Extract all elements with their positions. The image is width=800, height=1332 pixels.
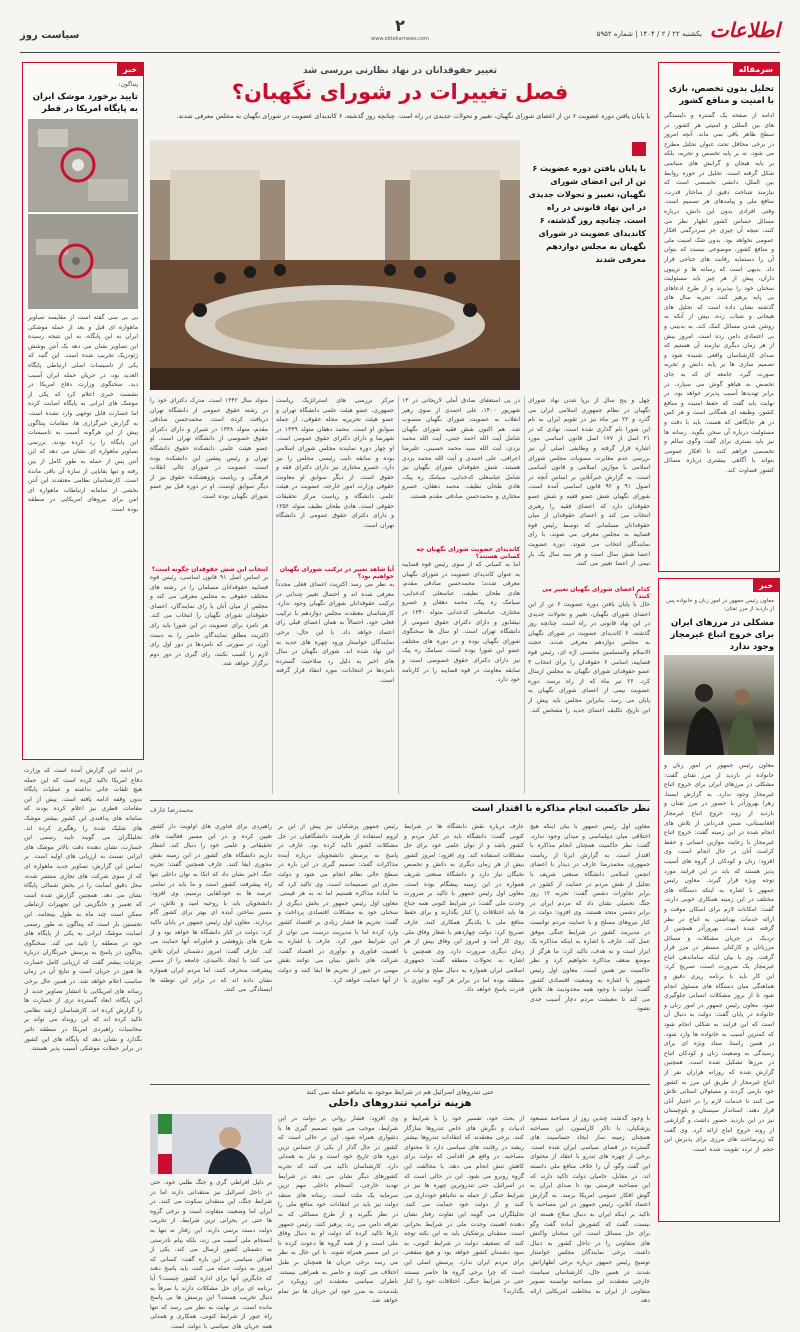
website: www.ebtekarnews.com: [371, 36, 429, 42]
main-col-3: [276, 396, 394, 794]
main-col2-subhead: کاندیدای عضویت شورای نگهبان چه کسانی هستند؟: [416, 546, 520, 560]
news-left-box: [22, 62, 144, 760]
news-right-label: خبر: [753, 579, 779, 592]
main-col4-text: متولد سال ۱۳۴۲ است. مدرک دکترای خود را در رشته حقوق عمومی از دانشگاه تهران دریافت کرده است. محمدحسن صادقی مقدم، متولد ۱۳۳۸ در شیراز و دارای دکترای حقوق خصوصی از دانشگاه تهران است. او عضو هیئت علمی دانشکده حقوق دانشگاه تهران و رئیس پیشین این دانشکده بوده است. عضویت در شورای عالی انقلاب فرهنگی و ریاست پژوهشکده حقوق نیز از دیگر سوابق اوست. او در دوره قبل نیز عضو شورای نگهبان بوده است.: [150, 397, 269, 500]
newspaper-logo: اطلاعات: [709, 18, 780, 42]
article2-col2: عارف درباره نقش دانشگاه ها در شرایط کنونی گفت: دانشگاه باید در کنار مردم و کشور باشد و از توان علمی خود برای حل مشکلات استفاده کند. وی افزود: امروز کشور بیش از هر زمان دیگری به دانش و تخصص نخبگان نیاز دارد و دانشگاه صنعتی شریف همواره در این زمینه پیشگام بوده است. معاون اول رئیس جمهور با تاکید بر ضرورت وحدت ملی گفت: در شرایط کنونی همه جناح ها باید اختلافات را کنار بگذارند و برای حفظ منافع ملی با یکدیگر همکاری کنند. عارف تصریح کرد: دولت چهاردهم با شعار وفاق ملی روی کار آمد و امروز این وفاق بیش از هر زمان دیگری ضرورت دارد. وی همچنین با اشاره به تحولات منطقه گفت: جمهوری اسلامی ایران همواره به دنبال صلح و ثبات در منطقه بوده اما در برابر هر گونه تجاوزی با قدرت پاسخ خواهد داد.: [404, 823, 524, 994]
main-col3-text: مرکز بررسی های استراتژیک ریاست جمهوری، عضو هیئت علمی دانشگاه تهران و عضو هیئت تحریریه مجله حقوقی، از جمله سوابق او است. محمد دهقان متولد ۱۳۳۹ در شهرضا و دارای دکترای حقوق عمومی است. او چهار دوره نماینده مجلس شورای اسلامی بوده و سابقه نایب رئیسی مجلس را نیز دارد. خسرو مختاری نیز دارای دکترای فقه و حقوق است. از دیگر سوابق او معاونت حقوقی وزارت امور خارجه، عضویت در هیئت علمی دانشگاه و ریاست مرکز تحقیقات حقوقی است. هادی طحان نظیف متولد ۱۳۵۶ و دارای دکترای حقوق عمومی از دانشگاه تهران است.: [276, 397, 394, 529]
main-col3b-text: به نظر می رسد اکثریت اعضای فعلی مجدداً معرفی شده اند و احتمال تغییر چندانی در ترکیب حقوقدانان شورای نگهبان وجود ندارد. کارشناسان معتقدند مجلس دوازدهم با ترکیب فعلی خود، احتمالاً به همان اعضای قبلی رای اعتماد خواهد داد. با این حال، برخی نمایندگان خواستار ورود چهره های جدید به این نهاد شده اند. شورای نگهبان در سال های اخیر به دلیل رد صلاحیت گسترده نامزدها در انتخابات، مورد انتقاد قرار گرفته است.: [276, 581, 394, 684]
main-col1b-text: حال با پایان یافتن دوره عضویت ۶ تن از این اعضای شورای نگهبان، تغییر و تحولات جدیدی در این نهاد قانونی در راه است. چنانچه روز گذشته، ۶ کاندیدای عضویت در شورای نگهبان به مجلس دوازدهم معرفی شدند. حجت الاسلام والمسلمین محسنی اژه ای، رئیس قوه قضاییه، اسامی ۶ حقوقدان را برای انتخاب ۳ عضو حقوقدان شورای نگهبان به مجلس ارسال کرد. ۲۶ تیر ماه که از راه برسد، دوره عضویت نیمی از اعضای شورای نگهبان به پایان می رسد. بنابراین مجلس باید پیش از این تاریخ، تکلیف اعضای جدید را مشخص کند.: [528, 601, 651, 714]
meeting-room-photo-icon: [150, 140, 520, 390]
caption-marker-icon: [632, 142, 646, 156]
editorial-title: تحلیل بدون تخصص، بازی با امنیت و منافع کشور: [669, 84, 774, 106]
news-left-title: تایید برخورد موشک ایران به پایگاه امریکا در قطر: [32, 92, 138, 114]
news-left-text2: در ادامه این گزارش آمده است که وزارت دفاع امریکا تاکید کرده است که این حمله هیچ تلفات جانی نداشته و عملیات پایگاه بدون وقفه ادامه یافته است. پیش از این مقامات قطری نیز اعلام کرده بودند که سامانه های پدافندی این کشور بیشتر موشک های شلیک شده را رهگیری کرده اند. تحلیلگران می گویند تایید رسمی این خسارت، نشان دهنده دقت بالاتر موشک های ایرانی نسبت به ارزیابی های اولیه است. بر اساس این گزارش، تصاویر جدید ماهواره ای که از سوی شرکت های تجاری منتشر شده، محل دقیق اصابت را در بخش شمالی پایگاه نشان می دهد. همچنین گزارش شده است که تعمیر و جایگزینی این تجهیزات ارتباطی ممکن است چند ماه به طول بینجامد. این نخستین بار است که پنتاگون به طور رسمی اصابت موشک ایرانی به یکی از پایگاه های خود در منطقه را تایید می کند. سخنگوی پنتاگون در پاسخ به پرسش خبرنگاران درباره جزئیات بیشتر گفت که ارزیابی کامل خسارت ها هنوز در جریان است و نتایج آن در زمان مناسب اعلام خواهد شد. در همین حال برخی رسانه های امریکایی با انتشار تصاویر جدید از این پایگاه، ابعاد گسترده تری از خسارت ها را گزارش کرده اند. کارشناسان ارشد نظامی تاکید کرده اند که این رویداد می تواند بر محاسبات راهبردی امریکا در منطقه تاثیر بگذارد و نشان دهد که پایگاه های این کشور در برابر حملات موشکی آسیب پذیر هستند.: [24, 767, 142, 1053]
main-col-2: [402, 396, 520, 794]
date-issue: یکشنبه ۲۲ / ۲ / ۱۴۰۴ | شماره ۵۹۵۲: [596, 30, 702, 38]
editorial-text: ادامه از صفحه یک گستره و دلبستگی های بین المللی و امنیتی هر کشور، در سطح ظاهر باقی نمی ماند. آنچه امروز در برخی محافل تحت عنوان تحلیل مطرح می شود، نه بر پایه تخصص و تجربه، بلکه بر پایه هیجان و گرایش های سیاسی شکل گرفته است. تحلیل در حوزه روابط بین الملل، دانشی تخصصی است که نیازمند شناخت دقیق از ساختار قدرت، منافع ملی و پیامدهای هر تصمیم است. وقتی افرادی بدون این دانش، درباره مسائل حساس کشور اظهار نظر می کنند، نتیجه آن چیزی جز سردرگمی افکار عمومی نخواهد بود. بدون شک امنیت ملی و منافع کشور، موضوعی نیست که بتوان آن را دستمایه رقابت های جناحی قرار داد. بدیهی است که رسانه ها و تریبون داران، پیش از هر چیز باید مسئولیت سخنان خود را بپذیرند و از طرح ادعاهای بی پایه پرهیز کنند. تجربه سال های گذشته نشان داده است که تحلیل های هیجانی و شتاب زده، بیش از آنکه به روشن شدن مسائل کمک کند، به بدبینی و بی اعتمادی دامن زده است. امروز بیش از هر زمان دیگری نیازمند آن هستیم که صدای کارشناسان واقعی شنیده شود و تصمیم سازی ها بر پایه دانش و تجربه صورت گیرد. جامعه ای که به جای تخصص به هیاهو گوش می سپارد، در برابر تهدیدها آسیب پذیرتر خواهد بود. در نهایت باید گفت که حفظ امنیت و منافع کشور، وظیفه ای همگانی است و هر کس در هر جایگاهی که هست، باید با دقت و مسئولیت درباره آن سخن بگوید. رسانه ها نیز باید بستری برای گفت وگوی سالم و تخصصی فراهم کنند تا افکار عمومی بتواند با آگاهی بیشتری درباره مسائل کشور قضاوت کند.: [664, 112, 774, 474]
article2-author: محمدرضا عارف: [150, 806, 194, 814]
main-title: فصل تغییرات در شورای نگهبان؟: [231, 80, 569, 104]
article3-title: هزینه ترامپ تندروهای داخلی: [328, 1098, 472, 1109]
news-right-kicker: معاون رئیس جمهور در امور زنان و خانواده پس از بازدید از مرز تفتان:: [666, 598, 774, 612]
article2-col3: رئیس جمهور پزشکیان نیز پیش از این بر لزوم استفاده از ظرفیت دانشگاهیان در حل مشکلات کشور تاکید کرده بود. عارف در پاسخ به پرسش دانشجویان درباره آینده مذاکرات گفت: تصمیم گیری در این باره در سطح عالی نظام انجام می شود و دولت مجری این تصمیمات است. وی تاکید کرد که ما آماده مذاکره هستیم اما نه به هر قیمتی. معاون اول رئیس جمهور در بخش دیگری از سخنان خود به مشکلات اقتصادی پرداخت و گفت: تحریم ها فشار زیادی بر اقتصاد کشور وارد کرده اما با مدیریت درست می توان از این شرایط عبور کرد. عارف با اشاره به اهمیت فناوری و نوآوری در اقتصاد گفت: شرکت های دانش بنیان می توانند نقش مهمی در عبور از تحریم ها ایفا کنند و دولت از آنها حمایت خواهد کرد.: [278, 823, 398, 984]
main-col4b-text: بر اساس اصل ۹۱ قانون اساسی، رئیس قوه قضاییه حقوقدانان مسلمان را در رشته های مختلف حقوقی به مجلس معرفی می کند و مجلس از میان آنان با رای نمایندگان، اعضای حقوقدان شورای نگهبان را انتخاب می کند. هر نامزد برای عضویت در این شورا باید رای اکثریت مطلق نمایندگان حاضر را به دست آورد. در صورتی که نامزدها در دور اول رای لازم را کسب نکنند، رای گیری در دور دوم برگزار خواهد شد.: [150, 574, 268, 668]
article2-col4: راهبردی برای فناوری های اولویت دار کشور تعیین کرده و در این مسیر فعالیت های تحقیقاتی و علمی خود را دنبال کند. انتظار داریم دانشگاه های کشور در این زمینه نقش محوری ایفا کنند. عارف همچنین گفت: تجربه جنگ اخیر نشان داد که اتکا به توان داخلی تنها راه پیشرفت کشور است و ما باید در تمامی عرصه ها به خودکفایی برسیم. وی افزود: دانشجویان باید با روحیه امید و تلاش، در مسیر ساختن آینده ای بهتر برای کشور گام بردارند. معاون اول رئیس جمهور در پایان تاکید کرد: دولت در کنار دانشگاه ها خواهد بود و از طرح های پژوهشی و فناورانه آنها حمایت می کند. عارف گفت: امروز دشمنان ایران تلاش می کنند با ایجاد ناامیدی، جامعه را از مسیر پیشرفت منحرف کنند، اما مردم ایران همواره نشان داده اند که در برابر این توطئه ها ایستادگی می کنند.: [150, 823, 272, 994]
article2-title: نظر حاکمیت انجام مذاکره با اقتدار است: [471, 804, 650, 814]
main-photo-caption: با پایان یافتن دوره عضویت ۶ تن از این اعضای شورای نگهبان، تغییر و تحولات جدیدی در این نهاد قانونی در راه است. چنانچه روز گذشته، ۶ کاندیدای عضویت در شورای نگهبان به مجلس دوازدهم معرفی شدند: [528, 164, 646, 264]
editorial-box: [658, 62, 780, 572]
masthead: [20, 16, 780, 50]
news-right-box: [658, 578, 780, 1222]
section-title: سیاست روز: [20, 30, 80, 41]
article2-col1: معاون اول رئیس جمهور با بیان اینکه هیچ اختلافی میان دیپلماسی و میدان وجود ندارد، گفت: نظر حاکمیت همچنان انجام مذاکره با اقتدار است. به گزارش ایرنا از ریاست جمهوری، محمدرضا عارف در دیدار با اعضای انجمن اسلامی دانشگاه صنعتی شریف با تجلیل از نقش مردم در حمایت از کشور در برابر تجاوزات دشمن گفت: تجربه ۱۲ روز جنگ تحمیلی نشان داد که مردم ایران در برابر دشمن متحد هستند. وی افزود: دولت در کنار نیروهای مسلح و با حمایت مردم توانست در مدیریت کشور در شرایط جنگی موفق عمل کند. عارف با اشاره به اینکه مذاکره یک ابزار است و نه هدف، تاکید کرد: ما هرگز از موضع ضعف مذاکره نخواهیم کرد و نظر حاکمیت نیز همین است. معاون اول رئیس جمهور با اشاره به وضعیت اقتصادی کشور گفت: دولت با وجود همه محدودیت ها، تلاش می کند تا معیشت مردم دچار آسیب جدی نشود.: [530, 823, 650, 1013]
main-col1-text: چهل و پنج سال از برپا شدن نهاد شورای نگهبان در نظام جمهوری اسلامی ایران می گذرد و ۲۲ تیر ماه نیز در تقویم ایران به نام این شورا نام گذاری شده است. نهادی که در ۲۱ اصل از ۱۷۷ اصل قانون اساسی مورد اشاره قرار گرفته و وظایفی اصلی آن نیز بررسی عدم مغایرت مصوبات مجلس شورای اسلامی با موازین اسلامی و قانون اساسی است. به گزارش خبرآنلاین بر اساس آنچه در اصول ۹۱ و ۹۲ قانون اساسی آمده است، شورای نگهبان شش عضو فقیه و شش عضو حقوقدان دارد که اعضای فقیه را رهبری انتخاب می کند و اعضای حقوقدان از میان حقوقدانان مسلمانی که توسط رئیس قوه قضاییه به مجلس معرفی می شوند، با رای نمایندگان انتخاب می شوند. دوره عضویت اعضا شش سال است و هر سه سال یک بار نیمی از اعضا تغییر می کنند.: [528, 397, 651, 568]
main-kicker: تغییر حقوقدانان در نهاد نظارتی بررسی شد: [303, 66, 497, 76]
people-photo-icon: [664, 655, 774, 755]
article3-kicker: حتی تندروهای اسرائیل هم در شرایط موجود به نتانیاهو حمله نمی کنند: [306, 1088, 494, 1096]
article2-header: [150, 804, 650, 818]
main-col1-subhead: کدام اعضای شورای نگهبان تغییر می کنند؟: [542, 586, 650, 600]
main-col-1: [528, 396, 650, 794]
article3-photo: [150, 1114, 272, 1174]
main-col3-subhead: آیا شاهد تغییر در ترکیب شورای نگهبان خواهیم بود؟: [279, 566, 394, 580]
main-photo-caption-box: [524, 140, 650, 390]
main-lead: با پایان یافتن دوره عضویت ۶ تن از اعضای شورای نگهبان، تغییر و تحولات جدیدی در راه است. چنانچه روز گذشته، ۶ کاندیدای عضویت در شورای نگهبان به مجلس معرفی شدند.: [176, 112, 650, 120]
article3-col3: وی افزود: فشار روانی بر دولت در این شرایط، موجب می شود تصمیم گیری ها با دشواری همراه شود. این در حالی است که کشور در حال گذار از یکی از حساس ترین دوره های تاریخ خود است و نیاز به همدلی دارد. کارشناسان تاکید می کنند که تجربه کشورهای دیگر نشان می دهد در شرایط تهدید خارجی، انسجام داخلی مهم ترین سرمایه یک ملت است. رسانه های منتقد دولت نیز باید در انتقادات خود منافع ملی را در نظر بگیرند و از طرح مسائلی که به تفرقه دامن می زند، پرهیز کنند. رئیس جمهور بارها تاکید کرده که دولت او به دنبال وفاق ملی است و از همه گروه ها دعوت کرده تا در این مسیر همراه شوند. با این حال به نظر می رسد برخی جریان ها همچنان بر طبل اختلاف می کوبند و حاضر به همراهی نیستند. ناظران سیاسی معتقدند این رویکرد در بلندمدت به ضرر خود این جریان ها نیز تمام خواهد شد.: [278, 1115, 398, 1305]
main-col4-subhead: انتخاب این شش حقوقدان چگونه است؟: [151, 566, 268, 573]
page-number: ۲: [395, 16, 405, 35]
news-left-kicker: پنتاگون:: [118, 81, 138, 88]
main-col2b-text: اما به کسانی که از سوی رئیس قوه قضاییه به عنوان کاندیدای عضویت در شورای نگهبان معرفی شدند؛ محمدحسن صادقی مقدم، هادی طحان نظیف، عباسعلی کدخدایی، سیامک ره پیک، محمد دهقان و خسرو مختاری. عباسعلی کدخدایی متولد ۱۳۴۰ در نیشابور و دارای دکترای حقوق عمومی از دانشگاه تهران است. او سال ها سخنگوی شورای نگهبان بوده و در دوره های مختلف عضو این شورا بوده است. سیامک ره پیک نیز دارای دکترای حقوق خصوصی است و سابقه معاونت در قوه قضاییه را در کارنامه خود دارد.: [402, 561, 520, 684]
main-col2-text: در پی استعفای صادق آملی لاریجانی در ۱۳ شهریور ۱۴۰۰، علی احمدی از سوی رهبر انقلاب به عضویت شورای نگهبان منصوب شد. هم اکنون شش فقیه شورای نگهبان شامل آیت الله احمد جنتی، آیت الله محمد یزدی، آیت الله سید محمد حسینی، علیرضا اعرافی، علی احمدی و آیت الله محمد یزدی هستند. شش حقوقدان شورای نگهبان نیز شامل عباسعلی کدخدایی، سیامک ره پیک، هادی طحان نظیف، محمد دهقان، خسرو مختاری و محمدحسن صادقی مقدم هستند.: [402, 397, 520, 500]
news-right-text: معاون رئیس جمهور در امور زنان و خانواده در بازدید از مرز تفتان گفت: مشکلی در مرزهای ایران برای خروج اتباع غیرمجاز وجود ندارد. به گزارش ایسنا، زهرا بهروزآذر با حضور در مرز تفتان و بازدید از روند خروج اتباع غیرمجاز افغانستانی، ضمن قدردانی از تلاش های انجام شده در این زمینه گفت: خروج اتباع غیرمجاز با رعایت موازین انسانی و حفظ کرامت آنان در حال انجام است. وی افزود: زنان و کودکان از گروه های آسیب پذیر هستند که باید در این فرایند مورد توجه ویژه قرار گیرند. معاون رئیس جمهور با اشاره به اینکه دستگاه های مختلف در این زمینه همکاری خوبی دارند، گفت: امکانات لازم برای اسکان موقت و ارائه خدمات بهداشتی به اتباع در نظر گرفته شده است. بهروزآذر همچنین از نزدیک در جریان مشکلات و مسائل مرزبانان و کارکنان مستقر در مرز قرار گرفت. وی با بیان اینکه ساماندهی اتباع غیرمجاز یک ضرورت است، تصریح کرد: این کار باید با برنامه ریزی دقیق و هماهنگی میان دستگاه های مسئول انجام شود تا از بروز مشکلات انسانی جلوگیری شود. معاون رئیس جمهور در امور زنان و خانواده در پایان گفت: دولت به دنبال آن است که این فرایند به شکلی انجام شود که کمترین آسیب به خانواده ها وارد شود. در همین راستا، ستاد ویژه ای برای رسیدگی به وضعیت زنان و کودکان اتباع در مرزها تشکیل شده است. همچنین گزارش شده که روزانه هزاران نفر از اتباع غیرمجاز از طریق این مرز به کشور خود بازمی گردند و مسئولان استانی تلاش می کنند تا خدمات لازم را در اختیار آنان قرار دهند. استاندار سیستان و بلوچستان نیز در این بازدید حضور داشت و گزارشی از روند خروج اتباع ارائه کرد. وی گفت که زیرساخت های مرزی برای پذیرش این حجم از تردد تقویت شده است.: [664, 762, 774, 1153]
article3-col4: بر دلیل افراطی گری و جنگ طلبی خود، حتی در داخل اسرائیل نیز منتقدانی دارند اما در شرایط جنگ، این منتقدان سکوت می کنند. در ایران اما وضعیت متفاوت است و برخی گروه ها حتی در بحرانی ترین شرایط، از تخریب دولت دست برنمی دارند. این رفتار نه تنها به انسجام ملی آسیب می زند، بلکه پیام نادرستی به دشمنان کشور ارسال می کند. یکی از فعالان سیاسی در این باره گفت: کسانی که امروز به دولت حمله می کنند، باید پاسخ دهند که جایگزین آنها برای اداره کشور چیست؟ آیا برنامه ای برای حل مشکلات دارند یا صرفاً به دنبال تخریب هستند؟ این پرسش ها بی پاسخ مانده است. در نهایت به نظر می رسد که تنها راه عبور از شرایط کنونی، همکاری و همدلی همه جریان های سیاسی با دولت است.: [150, 1179, 272, 1330]
president-portrait-icon: [150, 1114, 272, 1174]
news-left-text1: بی بی سی گفته است از مقایسه تصاویر ماهواره ای قبل و بعد از حمله موشکی ایران به این پایگاه، به این نتیجه رسیده این تصاویر نشان می دهد یک آنتن پوشش ژئودزیک تخریب شده است. این گنبد که یکی از تاسیسات اصلی ارتباطی پایگاه العدید بود، در جریان حمله ایران آسیب دید. سخنگوی وزارت دفاع امریکا در نشست خبری اعلام کرد که یکی از موشک های ایرانی به پایگاه اصابت کرده اما خسارت قابل توجهی وارد نشده است. به گزارش خبرگزاری ها، مقامات پنتاگون پیش از این هرگونه آسیب به تاسیسات این پایگاه را رد کرده بودند. بررسی تصاویر ماهواره ای نشان می دهد که این آنتن پس از حمله به طور کامل از بین رفته و تنها بقایایی از سازه آن باقی مانده است. کارشناسان نظامی معتقدند این آنتن بخشی از سامانه ارتباطات ماهواره ای امن برای نیروهای امریکایی در منطقه بوده است.: [28, 314, 138, 513]
article3-col2: از بحث خود، تفسیر خود را با شرایط و ادبیات و نگرش های خاص تندروها سازگار کنند. برخی معتقدند که انتقادات تندروها بیشتر ریشه در رقابت های سیاسی دارد تا محتوای مصاحبه. در واقع هر اقدامی که دولت برای کاهش تنش انجام می دهد، با مخالفت این گروه روبرو می شود. این در حالی است که در اسرائیل، حتی تندروترین چهره ها نیز در شرایط جنگی از حمله به نتانیاهو خودداری می کنند و از دولت خود حمایت می کنند. تحلیلگران می گویند این تفاوت رفتار نشان دهنده اهمیت وحدت ملی در شرایط بحرانی است. منتقدان پزشکیان باید به این نکته توجه کنند که تضعیف دولت در شرایط کنونی، به سود دشمنان کشور خواهد بود و هیچ منفعتی برای مردم ایران ندارد. پرسش اصلی این است که چرا برخی گروه ها حاضر نیستند حتی در شرایط جنگی، اختلافات خود را کنار بگذارند؟: [404, 1115, 524, 1295]
main-col-4: [150, 396, 268, 794]
main-photo: [150, 140, 520, 390]
article3-col1: با وجود گذشت چندین روز از مصاحبه مسعود پزشکیان، با تاکر کارلسون، این مصاحبه همچنان زمینه ساز ایجاد حساسیت های گسترده در فضای سیاسی ایران شده است. برخی از چهره های تندرو با انتقاد از محتوای این گفت وگو، آن را خلاف منافع ملی دانسته اند. در مقابل، حامیان دولت تاکید دارند که این مصاحبه فرصتی بود تا صدای ایران به گوش افکار عمومی امریکا برسد. به گزارش اعتماد آنلاین، رئیس جمهور در این مصاحبه با تاکید بر اینکه ایران به دنبال سلاح هسته ای نیست، گفت که کشورش آماده گفت وگو برای حل مسائل است. این سخنان واکنش های متفاوتی را در داخل کشور به دنبال داشت. برخی نمایندگان مجلس خواستار توضیح رئیس جمهور درباره برخی اظهاراتش شدند. در همین حال، کارشناسان سیاست خارجی معتقدند این مصاحبه توانسته تصویر متفاوتی از ایران به مخاطب امریکایی ارائه دهد.: [530, 1115, 650, 1305]
satellite-image: [28, 119, 138, 309]
news-right-title: مشکلی در مرزهای ایران برای خروج اتباع غیرمجاز وجود ندارد: [670, 618, 774, 652]
satellite-map-icon: [28, 119, 138, 309]
editorial-label: سرمقاله: [733, 63, 779, 76]
news-left-label: خبر: [117, 63, 143, 76]
header-rule: [20, 52, 780, 53]
news-right-photo: [664, 655, 774, 755]
